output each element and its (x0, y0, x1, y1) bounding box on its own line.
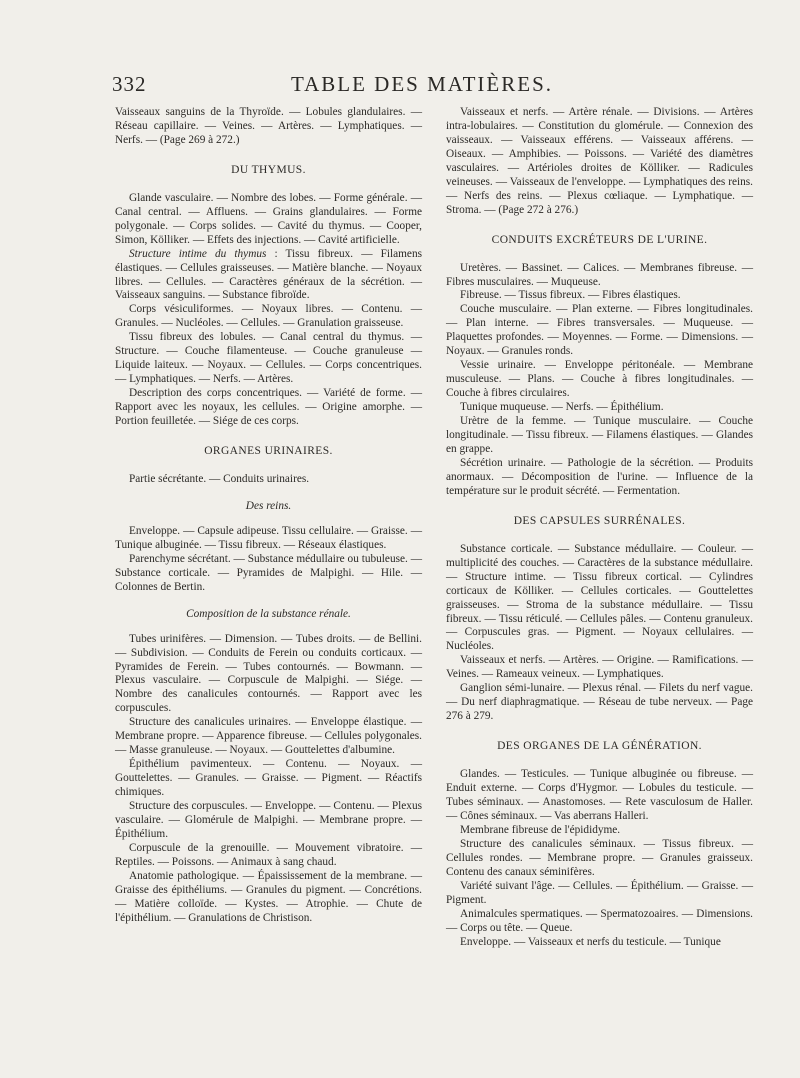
section-heading-generation: DES ORGANES DE LA GÉNÉRATION. (497, 740, 702, 753)
paragraph: Vessie urinaire. — Enveloppe péritonéale. — Membrane musculeuse. — Plans. — Couche à fibres longitudinales. — Couche à fibres circulaires. (446, 359, 753, 400)
paragraph: Vaisseaux et nerfs. — Artère rénale. — Divisions. — Artères intra-lobulaires. — Constitution du glomérule. — Connexion des vaisseaux. — Vaisseaux efférens. — Vaisseaux afférens. — Oiseaux. — Amphibies. — Poissons. — Variété des diamètres vasculaires. — Artérioles droites de Kölliker. — Radicules veineuses. — Vaisseaux de l'enveloppe. — Lymphatiques des reins. — Nerfs des reins. — Plexus cœliaque. — Lymphatique. — Stroma. — (Page 272 à 276.) (446, 106, 753, 216)
paragraph: Structure des canalicules urinaires. — Enveloppe élastique. — Membrane propre. — Apparence fibreuse. — Cellules polygonales. — Masse granuleuse. — Noyaux. — Gouttelettes d'albumine. (115, 716, 422, 757)
paragraph: Tunique muqueuse. — Nerfs. — Épithélium. (460, 401, 664, 414)
paragraph: Glande vasculaire. — Nombre des lobes. — Forme générale. — Canal central. — Affluens. — Grains glandulaires. — Forme polygonale. — Corps solides. — Cavité du thymus. — Cooper, Simon, Kölliker. — Effets des injections. — Cavité artificielle. (115, 191, 422, 246)
paragraph (115, 248, 422, 304)
section-heading-urinaires: ORGANES URINAIRES. (204, 445, 333, 458)
paragraph: Substance corticale. — Substance médullaire. — Couleur. — multiplicité des couches. — Caractères de la substance médullaire. — Structure intime. — Tissu fibreux cortical. — Cylindres corticaux de Kölliker. — Cellules corticales. — Gouttelettes graisseuses. — Stroma de la substance médullaire. — Tissu fibreux. — Tissu réticulé. — Cellules pâles. — Contenu granuleux. — Corpuscules gras. — Pigment. — Noyaux cellulaires. — Nucléoles. (446, 542, 753, 653)
paragraph: Urètre de la femme. — Tunique musculaire. — Couche longitudinale. — Tissu fibreux. — Filamens élastiques. — Glandes en grappe. (446, 415, 753, 455)
page-header (112, 72, 732, 102)
paragraph: Épithélium pavimenteux. — Contenu. — Noyaux. — Gouttelettes. — Granules. — Graisse. — Pigment. — Réactifs chimiques. (115, 758, 422, 799)
paragraph: Partie sécrétante. — Conduits urinaires. (129, 472, 310, 485)
paragraph: Tubes urinifères. — Dimension. — Tubes droits. — de Bellini. — Subdivision. — Conduits de Ferein ou conduits corticaux. — Pyramides de Ferein. — Tubes contournés. — Bowmann. — Plexus vasculaire. — Corpuscule de Malpighi. — Siége. — Nombre des canalicules contournés. — Rapport avec les corpuscules. (115, 632, 422, 715)
paragraph: Structure des canalicules séminaux. — Tissus fibreux. — Cellules rondes. — Membrane propre. — Granules graisseux. Contenu des canaux séminifères. (446, 837, 753, 878)
paragraph: Parenchyme sécrétant. — Substance médullaire ou tubuleuse. — Substance corticale. — Pyramides de Malpighi. — Hile. — Colonnes de Bertin. (115, 552, 422, 593)
paragraph: Variété suivant l'âge. — Cellules. — Épithélium. — Graisse. — Pigment. (446, 879, 753, 906)
paragraph: Couche musculaire. — Plan externe. — Fibres longitudinales. — Plan interne. — Fibres transversales. — Muqueuse. — Plaquettes profondes. — Moyennes. — Forme. — Dimensions. — Noyaux. — Granules ronds. (446, 303, 753, 358)
paragraph: Glandes. — Testicules. — Tunique albuginée ou fibreuse. — Enduit externe. — Corps d'Hygmor. — Lobules du testicule. — Tubes séminaux. — Anastomoses. — Rete vasculosum de Haller. — Cônes séminaux. — Vas aberrans Halleri. (446, 768, 753, 822)
running-title: TABLE DES MATIÈRES. (290, 72, 554, 96)
paragraph: Membrane fibreuse de l'épididyme. (460, 823, 621, 836)
paragraph: Vaisseaux sanguins de la Thyroïde. — Lobules glandulaires. — Réseau capillaire. — Veines. — Artères. — Lymphatiques. — Nerfs. — (Page 269 à 272.) (115, 106, 422, 146)
paragraph: Anatomie pathologique. — Épaississement de la membrane. — Graisse des épithéliums. — Granules du pigment. — Concrétions. — Matière colloïde. — Kystes. — Atrophie. — Chute de l'épithélium. — Granulations de Christison. (115, 869, 422, 924)
paragraph: Vaisseaux et nerfs. — Artères. — Origine. — Ramifications. — Veines. — Rameaux veineux. — Lymphatiques. (446, 654, 753, 681)
paragraph: Tissu fibreux des lobules. — Canal central du thymus. — Structure. — Couche filamenteuse. — Couche granuleuse — Liquide laiteux. — Noyaux. — Cellules. — Corps concentriques. — Lymphatiques. — Nerfs. — Artères. (115, 331, 422, 386)
paragraph: Ganglion sémi-lunaire. — Plexus rénal. — Filets du nerf vague. — Du nerf diaphragmatique. — Réseau de tube nerveux. — Page 276 à 279. (446, 682, 753, 723)
subsection-heading-reins: Des reins. (245, 499, 292, 512)
page-number: 332 (112, 72, 147, 96)
paragraph: Fibreuse. — Tissus fibreux. — Fibres élastiques. (460, 289, 681, 302)
paragraph: Description des corps concentriques. — Variété de forme. — Rapport avec les noyaux, les cellules. — Origine amorphe. — Portion feuilletée. — Siége de ces corps. (115, 387, 422, 428)
paragraph: Corpuscule de la grenouille. — Mouvement vibratoire. — Reptiles. — Poissons. — Animaux à sang chaud. (115, 841, 422, 868)
subsection-heading-composition: Composition de la substance rénale. (186, 607, 351, 620)
paragraph: Animalcules spermatiques. — Spermatozoaires. — Dimensions. — Corps ou tête. — Queue. (446, 907, 753, 934)
paragraph: Enveloppe. — Capsule adipeuse. Tissu cellulaire. — Graisse. — Tunique albuginée. — Tissu fibreux. — Réseaux élastiques. (115, 524, 422, 551)
paragraph-rest: : Tissu fibreux. — Filamens élastiques. — Cellules graisseuses. — Matière blanche. — Noyaux libres. — Cellules. — Caractères généraux de la sécrétion. — Vaisseaux sanguins. — Substance fibroïde. (115, 247, 422, 302)
paragraph: Sécrétion urinaire. — Pathologie de la sécrétion. — Produits anormaux. — Décomposition de l'urine. — Influence de la température sur le produit sécrété. — Fermentation. (446, 456, 753, 497)
section-heading-capsules: DES CAPSULES SURRÉNALES. (513, 514, 686, 527)
paragraph: Corps vésiculiformes. — Noyaux libres. — Contenu. — Granules. — Nucléoles. — Cellules. — Granulation graisseuse. (115, 303, 422, 330)
left-column (115, 106, 422, 926)
section-heading-conduits: CONDUITS EXCRÉTEURS DE L'URINE. (491, 233, 708, 246)
paragraph: Structure des corpuscules. — Enveloppe. — Contenu. — Plexus vasculaire. — Glomérule de Malpighi. — Membrane propre. — Épithélium. (115, 800, 422, 840)
paragraph: Enveloppe. — Vaisseaux et nerfs du testicule. — Tunique (460, 935, 721, 948)
right-column (446, 106, 753, 949)
italic-lead: Structure intime du thymus (129, 247, 267, 260)
paragraph: Uretères. — Bassinet. — Calices. — Membranes fibreuse. — Fibres musculaires. — Muqueuse. (446, 261, 753, 288)
section-heading-thymus: DU THYMUS. (231, 163, 306, 176)
